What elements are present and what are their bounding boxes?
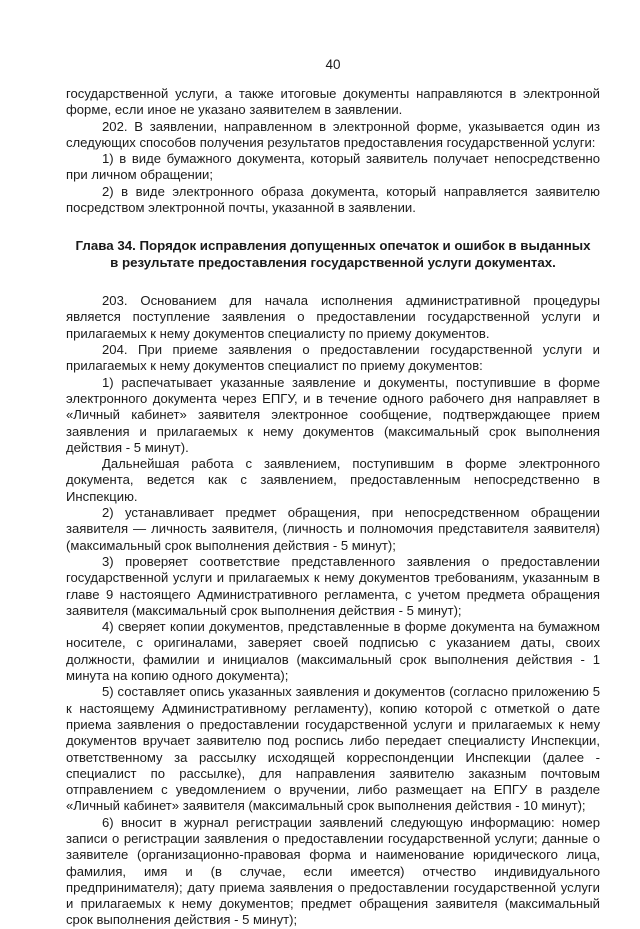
paragraph-further-work: Дальнейшая работа с заявлением, поступившим в форме электронного документа, ведется как с заявлением, предоставленным непосредственно в Инспекцию.: [66, 456, 600, 504]
paragraph-204-item-5: 5) составляет опись указанных заявления и документов (согласно приложению 5 к настоящему Административному регламенту), копию которой с отметкой о дате приема заявления о предоставлении государственной услуги и прилагаемых к нему документов вручает заявителю под роспись либо передает специалисту Инспекции, ответственному за рассылку исходящей корреспонденции Инспекции (далее - специалист по рассылке), для направления заявителю заказным почтовым отправлением с уведомлением о вручении, либо размещает на ЕПГУ в разделе «Личный кабинет» заявителя (максимальный срок выполнения действия - 10 минут);: [66, 684, 600, 814]
paragraph-202-item-2: 2) в виде электронного образа документа, который направляется заявителю посредством электронной почты, указанной в заявлении.: [66, 183, 600, 216]
paragraph-204-item-6: 6) вносит в журнал регистрации заявлений следующую информацию: номер записи о регистрации заявления о предоставлении государственной услуги; данные о заявителе (организационно-правовая форма и наименование юридического лица, фамилия, имя и (в случае, если имеется) отчество индивидуального предпринимателя); дату приема заявления о предоставлении государственной услуги и прилагаемых к нему документов; предмет обращения заявителя (максимальный срок выполнения действия - 5 минут);: [66, 814, 600, 928]
chapter-heading: Глава 34. Порядок исправления допущенных опечаток и ошибок в выданных в результате предоставления государственной услуги документах.: [75, 238, 591, 270]
paragraph-202: 202. В заявлении, направленном в электронной форме, указывается один из следующих способов получения результатов предоставления государственной услуги:: [66, 118, 600, 150]
document-body: [66, 86, 600, 929]
paragraph: государственной услуги, а также итоговые документы направляются в электронной форме, если иное не указано заявителем в заявлении.: [66, 86, 600, 118]
page-number: 40: [325, 57, 341, 72]
paragraph-204: 204. При приеме заявления о предоставлении государственной услуги и прилагаемых к нему документов специалист по приему документов:: [66, 342, 600, 374]
paragraph-204-item-1: 1) распечатывает указанные заявление и документы, поступившие в форме электронного документа через ЕПГУ, и в течение одного рабочего дня направляет в «Личный кабинет» заявителя электронное сообщение, подтверждающее прием заявления и прилагаемых к нему документов (максимальный срок выполнения действия - 5 минут).: [66, 374, 600, 455]
paragraph-204-item-3: 3) проверяет соответствие представленного заявления о предоставлении государственной услуги и прилагаемых к нему документов требованиям, указанным в главе 9 настоящего Административного регламента, с учетом предмета обращения заявителя (максимальный срок выполнения действия - 5 минут);: [66, 553, 600, 618]
paragraph-203: 203. Основанием для начала исполнения административной процедуры является поступление заявления о предоставлении государственной услуги и прилагаемых к нему документов специалисту по приему документов.: [66, 293, 600, 341]
document-page: [66, 0, 600, 928]
paragraph-204-item-4: 4) сверяет копии документов, представленные в форме документа на бумажном носителе, с оригиналами, заверяет своей подписью с указанием даты, своих должности, фамилии и инициалов (максимальный срок выполнения действия - 1 минута на копию одного документа);: [66, 619, 600, 684]
paragraph-202-item-1: 1) в виде бумажного документа, который заявитель получает непосредственно при личном обращении;: [66, 151, 600, 183]
paragraph-204-item-2: 2) устанавливает предмет обращения, при непосредственном обращении заявителя — личность заявителя, (личность и полномочия представителя заявителя) (максимальный срок выполнения действия - 5 минут);: [66, 505, 600, 553]
